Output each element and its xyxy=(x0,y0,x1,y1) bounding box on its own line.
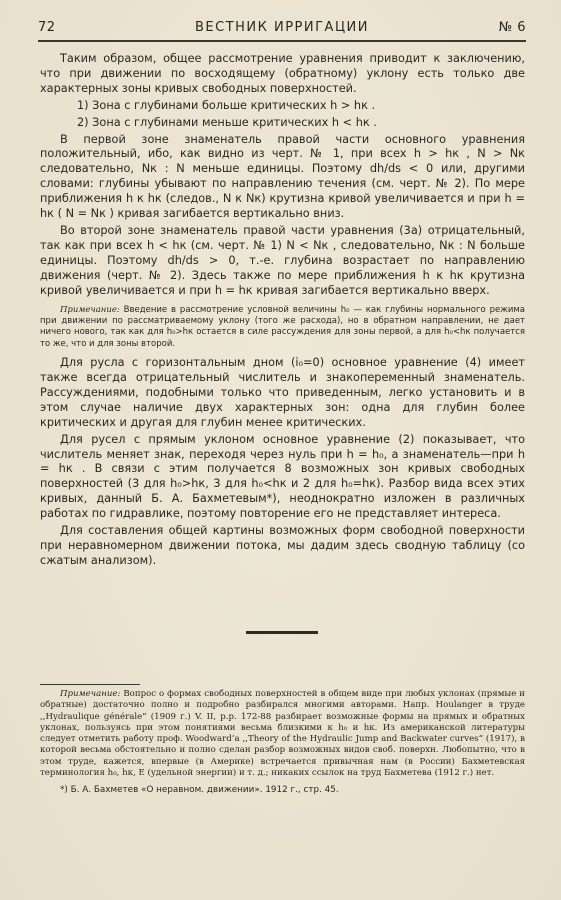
note-label: Примечание: xyxy=(60,304,120,315)
paragraph: Таким образом, общее рассмотрение уравнения приводит к заключению, что при движении по восходящему (обратному) уклону есть только две характерных зоны кривых свободных поверхностей. xyxy=(40,52,525,95)
footnote-star: *) Б. А. Бахметев «О неравном. движении». 1912 г., стр. 45. xyxy=(60,785,339,796)
issue-number: № 6 xyxy=(498,20,526,35)
paragraph: Для русел с прямым уклоном основное уравнение (2) показывает, что числитель меняет знак, переходя через нуль при h = h₀, а знаменатель—при h = hк . В связи с этим получается 8 возможных зон кривых свободных поверхностей (3 для h₀>hк, 3 для h₀<hк и 2 для h₀=hк). Разбор вида всех этих кривых, данный Б. А. Бахметевым*), неоднократно изложен в различных работах по гидравлике, поэтому повторение его не представляет интереса. xyxy=(40,432,525,521)
inline-note xyxy=(40,305,525,351)
journal-title: ВЕСТНИК ИРРИГАЦИИ xyxy=(194,20,369,35)
list-item: 1) Зона с глубинами больше критических h > hк . xyxy=(77,98,376,112)
paragraph: Для русла с горизонтальным дном (i₀=0) основное уравнение (4) имеет также всегда отрицательный числитель и знакопеременный знаменатель. Рассуждениями, подобными только что приведенным, легко установить и в этом случае наличие двух характерных зон: одна для глубин более критических и другая для глубин менее критических. xyxy=(40,356,525,429)
paragraph: Для составления общей картины возможных форм свободной поверхности при неравномерном движении потока, мы дадим здесь сводную таблицу (со сжатым анализом). xyxy=(40,524,525,567)
footnote-rule xyxy=(40,684,140,685)
header-rule xyxy=(38,40,526,42)
footnote-note xyxy=(40,689,525,779)
running-header xyxy=(38,20,526,38)
paragraph: Во второй зоне знаменатель правой части уравнения (3а) отрицательный, так как при всех h < hк (см. черт. № 1) N < Nк , следовательно, Nк : N больше единицы. Поэтому dh/ds > 0, т.-е. глубина возрастает по направлению движения (черт. № 2). Здесь также по мере приближения h к hк крутизна кривой увеличивается и при h = hк кривая загибается вертикально вверх. xyxy=(40,223,525,297)
list-item: 2) Зона с глубинами меньше критических h < hк . xyxy=(77,115,377,129)
page-number: 72 xyxy=(38,20,56,35)
footnote-note-text: Вопрос о формах свободных поверхностей в общем виде при любых уклонах (прямые и обратные) достаточно полно и подробно разбирался многими авторами. Напр. Houlanger в труде ,,Hydraulique générale“ (1909 г.) V. II, р.р. 172-88 разбирает возможные формы на прямых и обратных уклонах, пользуясь при этом понятиями весьма близкими к h₀ и hк. Из американской литературы следует отметить работу проф. Woodward’a ,,Theory of the Hydraulic Jump and Backwater curves“ (1917), в которой весьма обстоятельно и полно сделан разбор возможных видов своб. поверхн. Любопытно, что в этом труде, кажется, впервые (в Америке) встречается привычная нам (в России) Бахметевская терминология h₀, hк, E (удельной энергии) и т. д.; никаких ссылок на труд Бахметева (1912 г.) нет. xyxy=(40,689,525,779)
section-ornament xyxy=(246,631,318,634)
footnotes xyxy=(40,689,525,797)
paragraph: В первой зоне знаменатель правой части основного уравнения положительный, ибо, как видно из черт. № 1, при всех h > hк , N > Nк следовательно, Nк : N меньше единицы. Поэтому dh/ds < 0 или, другими словами: глубины убывают по направлению течения (см. черт. № 2). По мере приближения h к hк (следов., N к Nк) крутизна кривой увеличивается и при h = hк ( N = Nк ) кривая загибается вертикально вниз. xyxy=(40,132,525,221)
footnote-note-label: Примечание: xyxy=(60,689,121,699)
note-text: Введение в рассмотрение условной величины h₀ — как глубины нормального режима при движении по рассматриваемому уклону (того же расхода), но в обратном направлении, не дает ничего нового, так как для h₀>hк остается в силе рассуждения для зоны первой, а для h₀<hк получается то же, что и для зоны второй. xyxy=(40,304,525,349)
main-text xyxy=(40,52,525,569)
